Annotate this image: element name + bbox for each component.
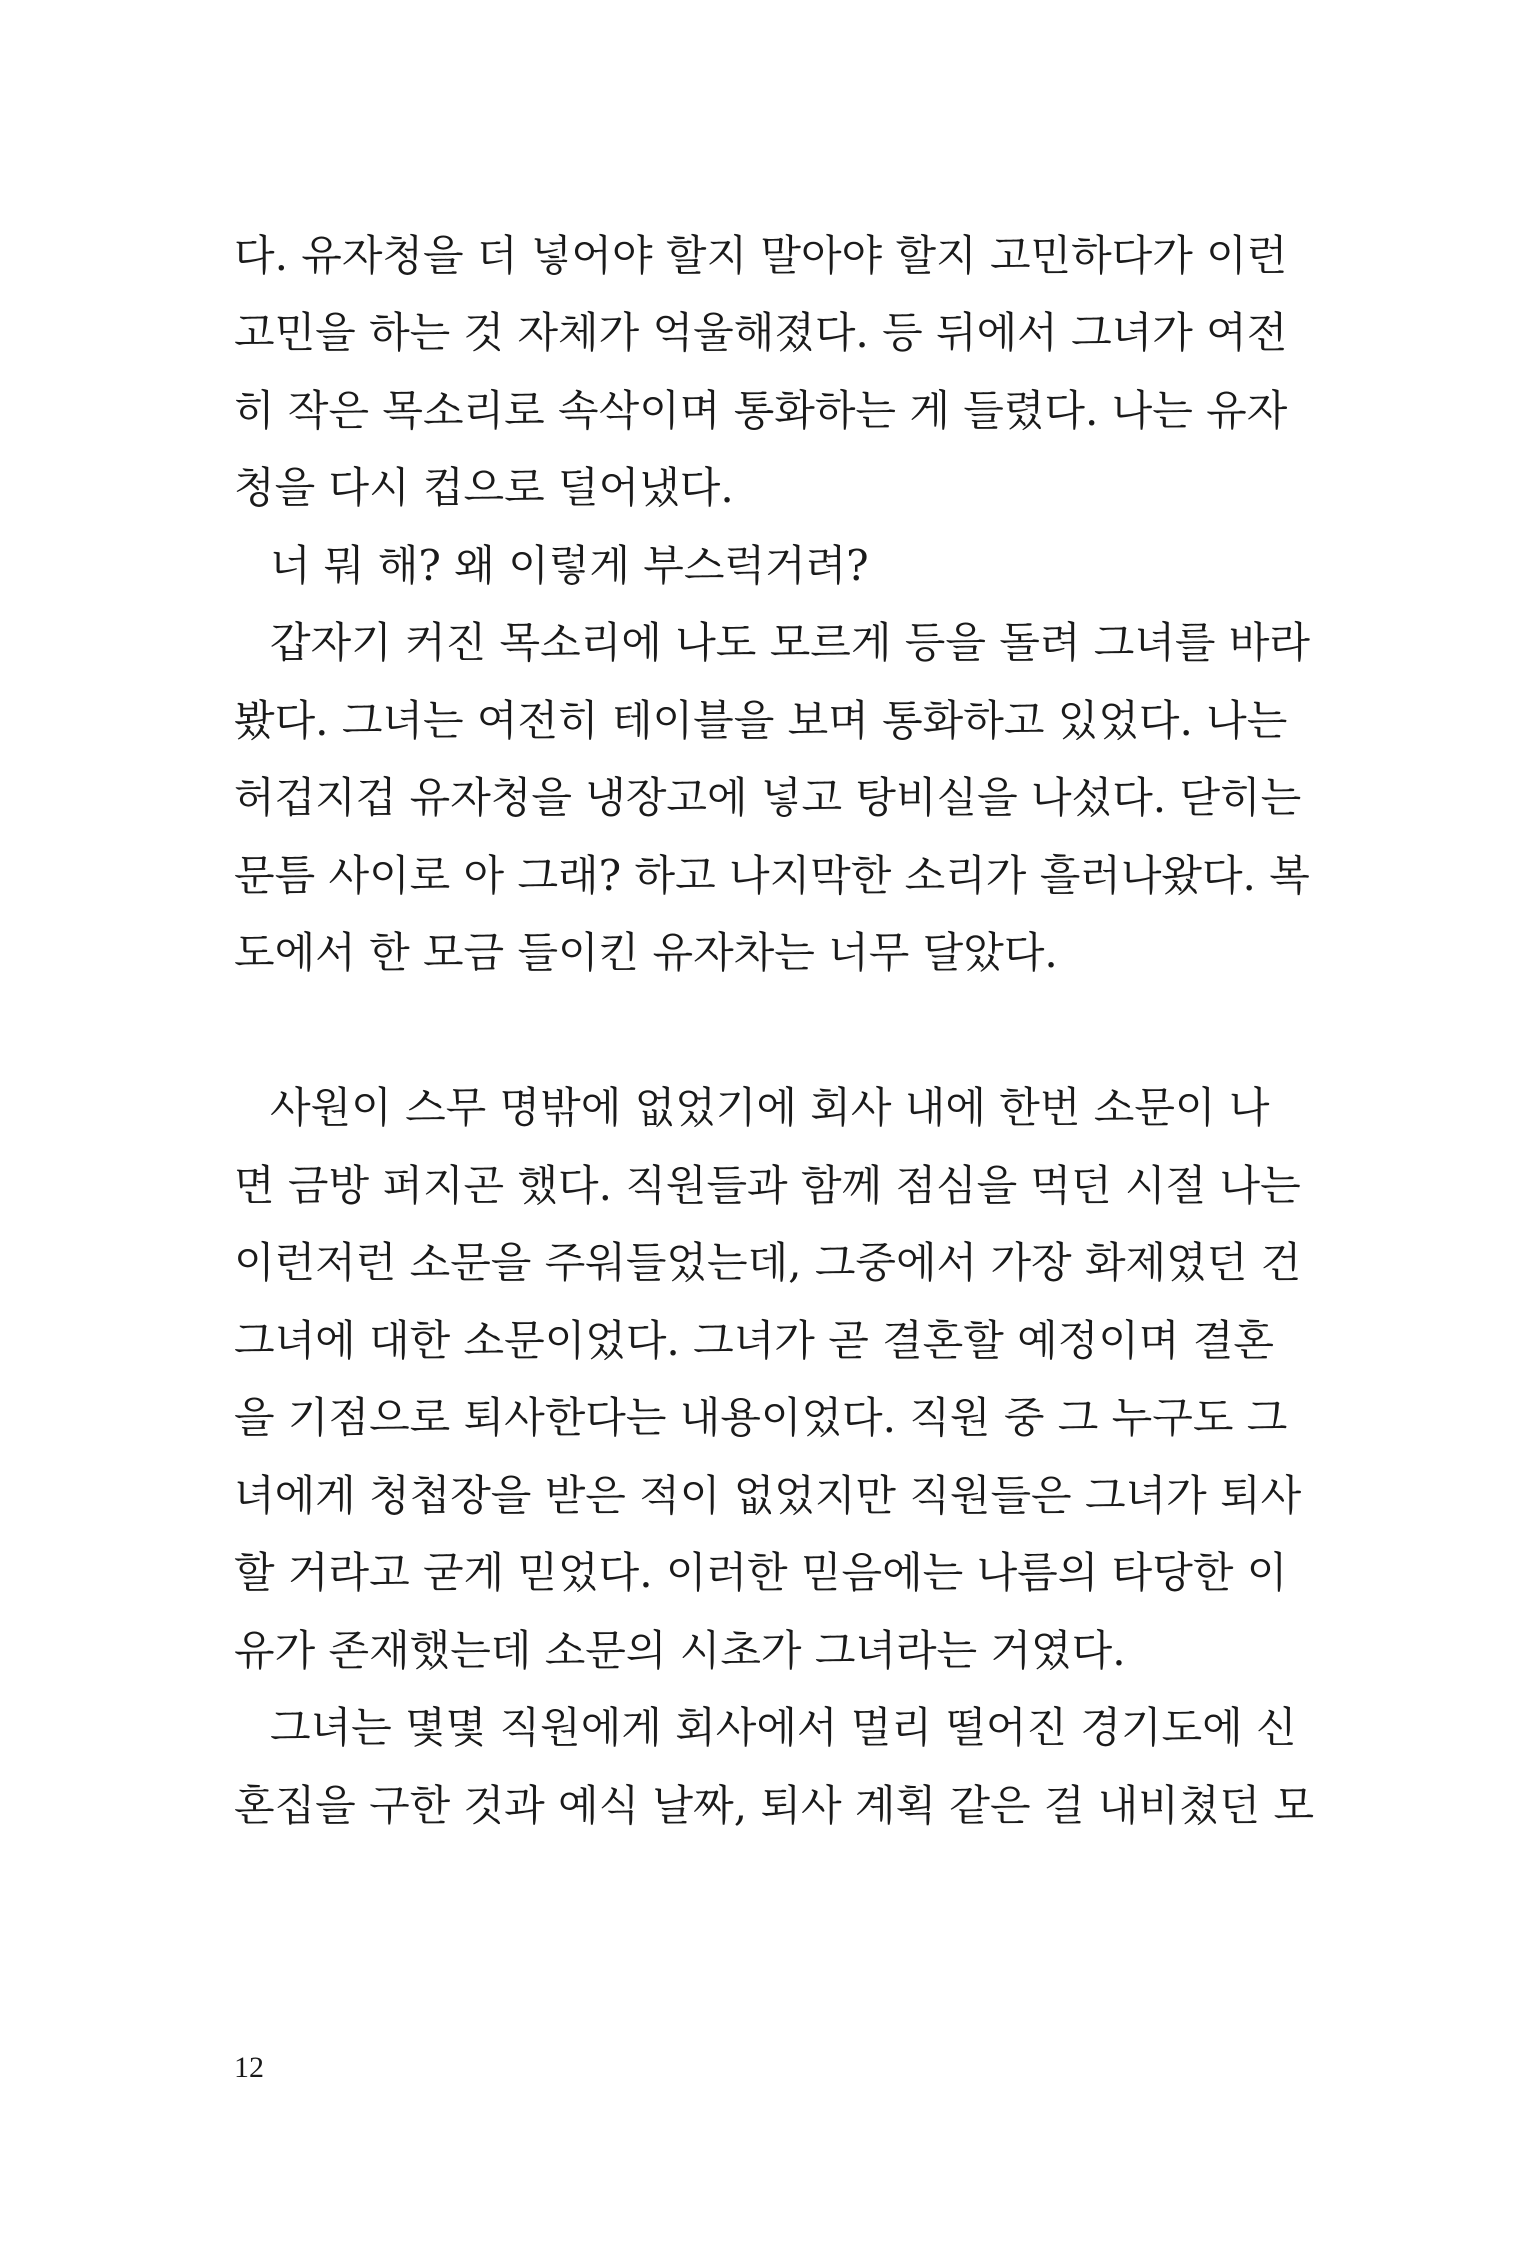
text-line: 다. 유자청을 더 넣어야 할지 말아야 할지 고민하다가 이런 xyxy=(234,231,1288,280)
text-line: 그녀에 대한 소문이었다. 그녀가 곧 결혼할 예정이며 결혼 xyxy=(234,1316,1274,1365)
text-line: 유가 존재했는데 소문의 시초가 그녀라는 거였다. xyxy=(234,1626,1126,1675)
text-line: 녀에게 청첩장을 받은 적이 없었지만 직원들은 그녀가 퇴사 xyxy=(234,1471,1302,1520)
text-line: 허겁지겁 유자청을 냉장고에 넣고 탕비실을 나섰다. 닫히는 xyxy=(234,773,1302,822)
text-line: 그녀는 몇몇 직원에게 회사에서 멀리 떨어진 경기도에 신 xyxy=(270,1703,1297,1752)
text-line: 이런저런 소문을 주워들었는데, 그중에서 가장 화제였던 건 xyxy=(234,1238,1302,1287)
text-line: 도에서 한 모금 들이킨 유자차는 너무 달았다. xyxy=(234,928,1058,977)
text-line: 봤다. 그녀는 여전히 테이블을 보며 통화하고 있었다. 나는 xyxy=(234,696,1288,745)
text-line: 할 거라고 굳게 믿었다. 이러한 믿음에는 나름의 타당한 이 xyxy=(234,1548,1288,1597)
page-number: 12 xyxy=(234,2051,264,2084)
text-line: 면 금방 퍼지곤 했다. 직원들과 함께 점심을 먹던 시절 나는 xyxy=(234,1161,1301,1210)
text-line: 청을 다시 컵으로 덜어냈다. xyxy=(234,463,734,512)
text-line: 갑자기 커진 목소리에 나도 모르게 등을 돌려 그녀를 바라 xyxy=(270,618,1310,667)
text-line: 히 작은 목소리로 속삭이며 통화하는 게 들렸다. 나는 유자 xyxy=(234,386,1288,435)
text-line: 을 기점으로 퇴사한다는 내용이었다. 직원 중 그 누구도 그 xyxy=(234,1393,1288,1442)
text-line: 문틈 사이로 아 그래? 하고 나지막한 소리가 흘러나왔다. 복 xyxy=(234,851,1310,900)
text-line: 너 뭐 해? 왜 이렇게 부스럭거려? xyxy=(270,541,869,590)
text-line: 혼집을 구한 것과 예식 날짜, 퇴사 계획 같은 걸 내비쳤던 모 xyxy=(234,1781,1315,1830)
text-line: 사원이 스무 명밖에 없었기에 회사 내에 한번 소문이 나 xyxy=(270,1083,1270,1132)
text-line: 고민을 하는 것 자체가 억울해졌다. 등 뒤에서 그녀가 여전 xyxy=(234,308,1288,357)
